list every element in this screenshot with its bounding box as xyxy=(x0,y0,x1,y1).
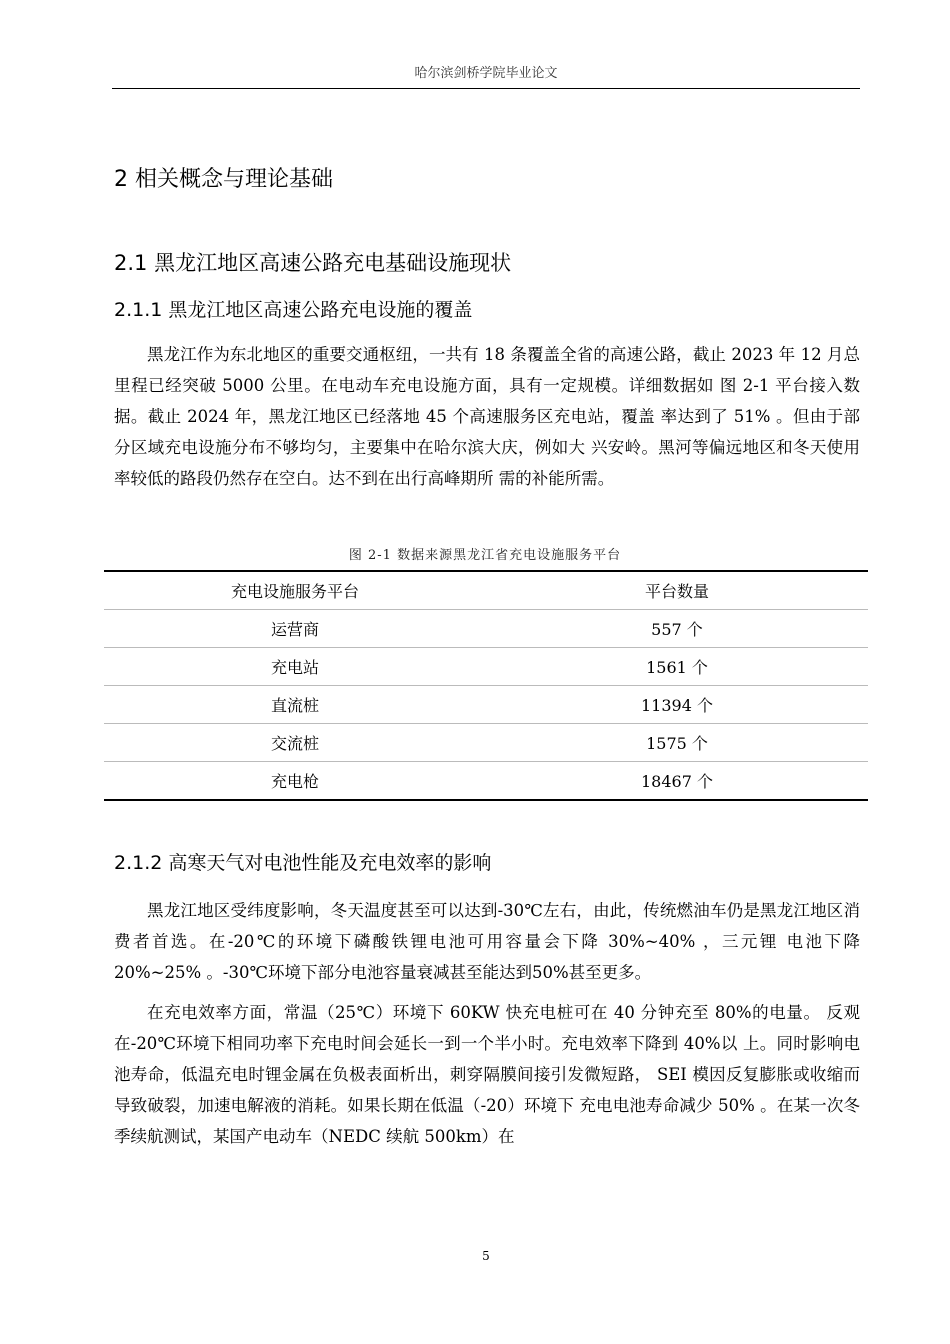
running-header: 哈尔滨剑桥学院毕业论文 xyxy=(414,66,558,81)
row-label: 直流桩 xyxy=(104,686,486,724)
chapter-heading: 2 相关概念与理论基础 xyxy=(114,167,333,192)
figure-caption: 图 2-1 数据来源黑龙江省充电设施服务平台 xyxy=(348,548,622,563)
cold-weather-paragraph: 黑龙江地区受纬度影响，冬天温度甚至可以达到-30℃左右，由此，传统燃油车仍是黑龙江地区消费者首选。在-20℃的环境下磷酸铁锂电池可用容量会下降 30%~40% ，三元锂 电池下降 20%~25% 。-30℃环境下部分电池容量衰减甚至能达到50%甚至更多。 xyxy=(114,901,860,982)
charging-efficiency-paragraph: 在充电效率方面，常温（25℃）环境下 60KW 快充电桩可在 40 分钟充至 80%的电量。 反观在-20℃环境下相同功率下充电时间会延长一到一个半小时。充电效率下降到 40%以 上。同时影响电池寿命，低温充电时锂金属在负极表面析出，刺穿隔膜间接引发微短路， SEI 模因反复膨胀或收缩而导致破裂，加速电解液的消耗。如果长期在低温（-20）环境下 充电电池寿命减少 50% 。在某一次冬季续航测试，某国产电动车（NEDC 续航 500km）在 xyxy=(114,1003,860,1146)
section-heading: 2.1 黑龙江地区高速公路充电基础设施现状 xyxy=(114,251,512,275)
row-value: 1575 个 xyxy=(486,724,868,762)
row-label: 充电站 xyxy=(104,648,486,686)
page-number: 5 xyxy=(482,1249,490,1263)
row-value: 557 个 xyxy=(486,610,868,648)
column-header-count: 平台数量 xyxy=(486,571,868,610)
subsection-heading-coverage: 2.1.1 黑龙江地区高速公路充电设施的覆盖 xyxy=(114,299,473,321)
row-value: 18467 个 xyxy=(486,762,868,801)
column-header-platform: 充电设施服务平台 xyxy=(104,571,486,610)
subsection-heading-cold-weather: 2.1.2 高寒天气对电池性能及充电效率的影响 xyxy=(114,852,492,874)
row-value: 1561 个 xyxy=(486,648,868,686)
table-row xyxy=(104,762,868,801)
row-label: 交流桩 xyxy=(104,724,486,762)
charging-facility-table xyxy=(104,570,868,801)
row-label: 运营商 xyxy=(104,610,486,648)
row-label: 充电枪 xyxy=(104,762,486,801)
table-row xyxy=(104,686,868,724)
table-row xyxy=(104,648,868,686)
table-row xyxy=(104,724,868,762)
coverage-paragraph: 黑龙江作为东北地区的重要交通枢纽，一共有 18 条覆盖全省的高速公路，截止 2023 年 12 月总里程已经突破 5000 公里。在电动车充电设施方面，具有一定规模。详细数据如 图 2-1 平台接入数据。截止 2024 年，黑龙江地区已经落地 45 个高速服务区充电站，覆盖 率达到了 51% 。但由于部分区域充电设施分布不够均匀，主要集中在哈尔滨大庆，例如大 兴安岭。黑河等偏远地区和冬天使用率较低的路段仍然存在空白。达不到在出行高峰期所 需的补能所需。 xyxy=(114,345,860,488)
header-rule xyxy=(112,88,860,89)
row-value: 11394 个 xyxy=(486,686,868,724)
table-row xyxy=(104,610,868,648)
table-header-row xyxy=(104,571,868,610)
